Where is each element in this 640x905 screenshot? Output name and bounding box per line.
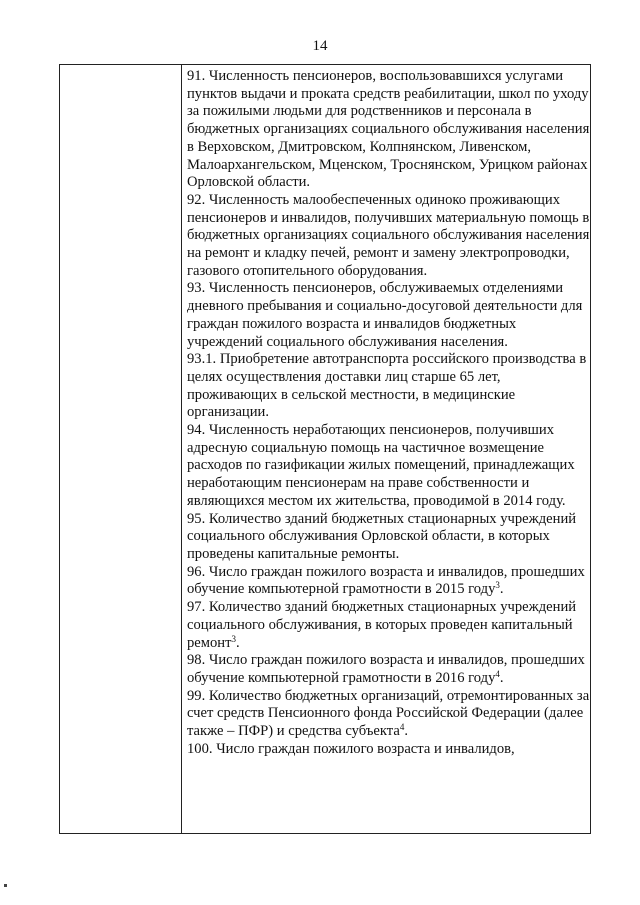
- page-number: 14: [312, 38, 328, 54]
- list-item: 98. Число граждан пожилого возраста и инвалидов, прошедших обучение компьютерной грамотности в 2016 году$^4$.: [187, 652, 585, 686]
- list-item: 99. Количество бюджетных организаций, отремонтированных за счет средств Пенсионного фонда Российской Федерации (далее также – ПФР) и средства субъекта$^4$.: [187, 687, 590, 740]
- list-item: 93.1. Приобретение автотранспорта российского производства в целях осуществления доставки лиц старше 65 лет, проживающих в сельской местности, в медицинские организации.: [187, 351, 587, 421]
- list-item: 97. Количество зданий бюджетных стационарных учреждений социального обслуживания, в которых проведен капитальный ремонт$^3$.: [187, 599, 577, 651]
- footnote-ref: 3: [231, 633, 236, 644]
- list-item: 95. Количество зданий бюджетных стационарных учреждений социального обслуживания Орловской области, в которых проведены капитальные ремонты.: [187, 510, 577, 562]
- indicator-list-cell: [182, 65, 591, 834]
- footnote-ref: 3: [495, 580, 500, 591]
- list-item: 100. Число граждан пожилого возраста и инвалидов,: [187, 740, 515, 757]
- list-item: 96. Число граждан пожилого возраста и инвалидов, прошедших обучение компьютерной грамотности в 2015 году$^3$.: [187, 563, 585, 598]
- list-item: 91. Численность пенсионеров, воспользовавшихся услугами пунктов выдачи и проката средств реабилитации, школ по уходу за пожилыми людьми для родственников и персонала в бюджетных организациях социального обслуживания населения в Верховском, Дмитровском, Колпнянском, Ливенском, Малоархангельском, Мценском, Троснянском, Урицком районах Орловской области.: [187, 68, 590, 191]
- footnote-ref: 4: [495, 668, 500, 679]
- list-item: 92. Численность малообеспеченных одиноко проживающих пенсионеров и инвалидов, получивших материальную помощь в бюджетных организациях социального обслуживания населения на ремонт и кладку печей, ремонт и замену электропроводки, газового отопительного оборудования.: [187, 191, 590, 279]
- empty-left-cell: [60, 65, 182, 834]
- footnote-ref: 4: [399, 722, 405, 733]
- scan-dot: [4, 884, 7, 887]
- list-item: 93. Численность пенсионеров, обслуживаемых отделениями дневного пребывания и социально-досуговой деятельности для граждан пожилого возраста и инвалидов бюджетных учреждений социального обслуживания населения.: [187, 280, 583, 350]
- document-table: [59, 64, 591, 834]
- list-item: 94. Численность неработающих пенсионеров, получивших адресную социальную помощь на частичное возмещение расходов по газификации жилых помещений, принадлежащих неработающим пенсионерам на праве собственности и являющихся местом их жительства, проводимой в 2014 году.: [187, 422, 575, 509]
